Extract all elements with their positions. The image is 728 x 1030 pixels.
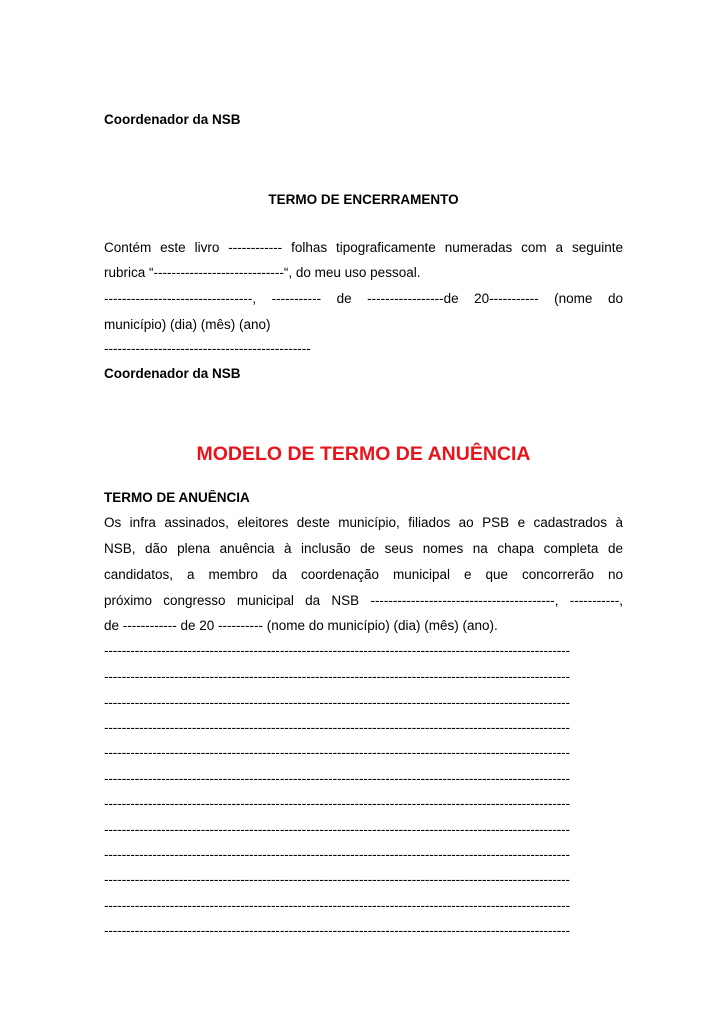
anuencia-line-4: próximo congresso municipal da NSB -----------------------------------------, -----------, [104,593,623,608]
signature-line: ---------------------------------------------------------------------------------------------------------- [104,898,570,913]
signature-line: ---------------------------------------------------------------------------------------------------------- [104,923,570,938]
signature-line: ---------------------------------------------------------------------------------------------------------- [104,695,570,710]
signature-line: ---------------------------------------------------------------------------------------------------------- [104,720,570,735]
encerramento-line-5: ---------------------------------------------- [104,341,311,356]
top-signature-label: Coordenador da NSB [104,112,241,127]
signature-line: ---------------------------------------------------------------------------------------------------------- [104,643,570,658]
anuencia-line-2: NSB, dão plena anuência à inclusão de seus nomes na chapa completa de [104,541,623,556]
encerramento-title: TERMO DE ENCERRAMENTO [268,192,459,207]
anuencia-line-1: Os infra assinados, eleitores deste município, filiados ao PSB e cadastrados à [104,515,623,530]
signature-line: ---------------------------------------------------------------------------------------------------------- [104,822,570,837]
signature-line: ---------------------------------------------------------------------------------------------------------- [104,771,570,786]
modelo-title: MODELO DE TERMO DE ANUÊNCIA [196,443,531,465]
signature-line: ---------------------------------------------------------------------------------------------------------- [104,745,570,760]
encerramento-line-1: Contém este livro ------------ folhas tipograficamente numeradas com a seguinte [104,240,623,255]
anuencia-line-5: de ------------ de 20 ---------- (nome do município) (dia) (mês) (ano). [104,618,498,633]
anuencia-heading: TERMO DE ANUÊNCIA [104,490,250,505]
signature-line: ---------------------------------------------------------------------------------------------------------- [104,872,570,887]
encerramento-signature-label: Coordenador da NSB [104,366,241,381]
anuencia-line-3: candidatos, a membro da coordenação municipal e que concorrerão no [104,567,623,582]
signature-line: ---------------------------------------------------------------------------------------------------------- [104,669,570,684]
signature-line: ---------------------------------------------------------------------------------------------------------- [104,847,570,862]
signature-line: ---------------------------------------------------------------------------------------------------------- [104,796,570,811]
encerramento-line-3: ---------------------------------, ----------- de -----------------de 20----------- (nome do [104,291,623,306]
encerramento-line-2: rubrica “-----------------------------“, do meu uso pessoal. [104,265,421,280]
encerramento-line-4: município) (dia) (mês) (ano) [104,317,271,332]
